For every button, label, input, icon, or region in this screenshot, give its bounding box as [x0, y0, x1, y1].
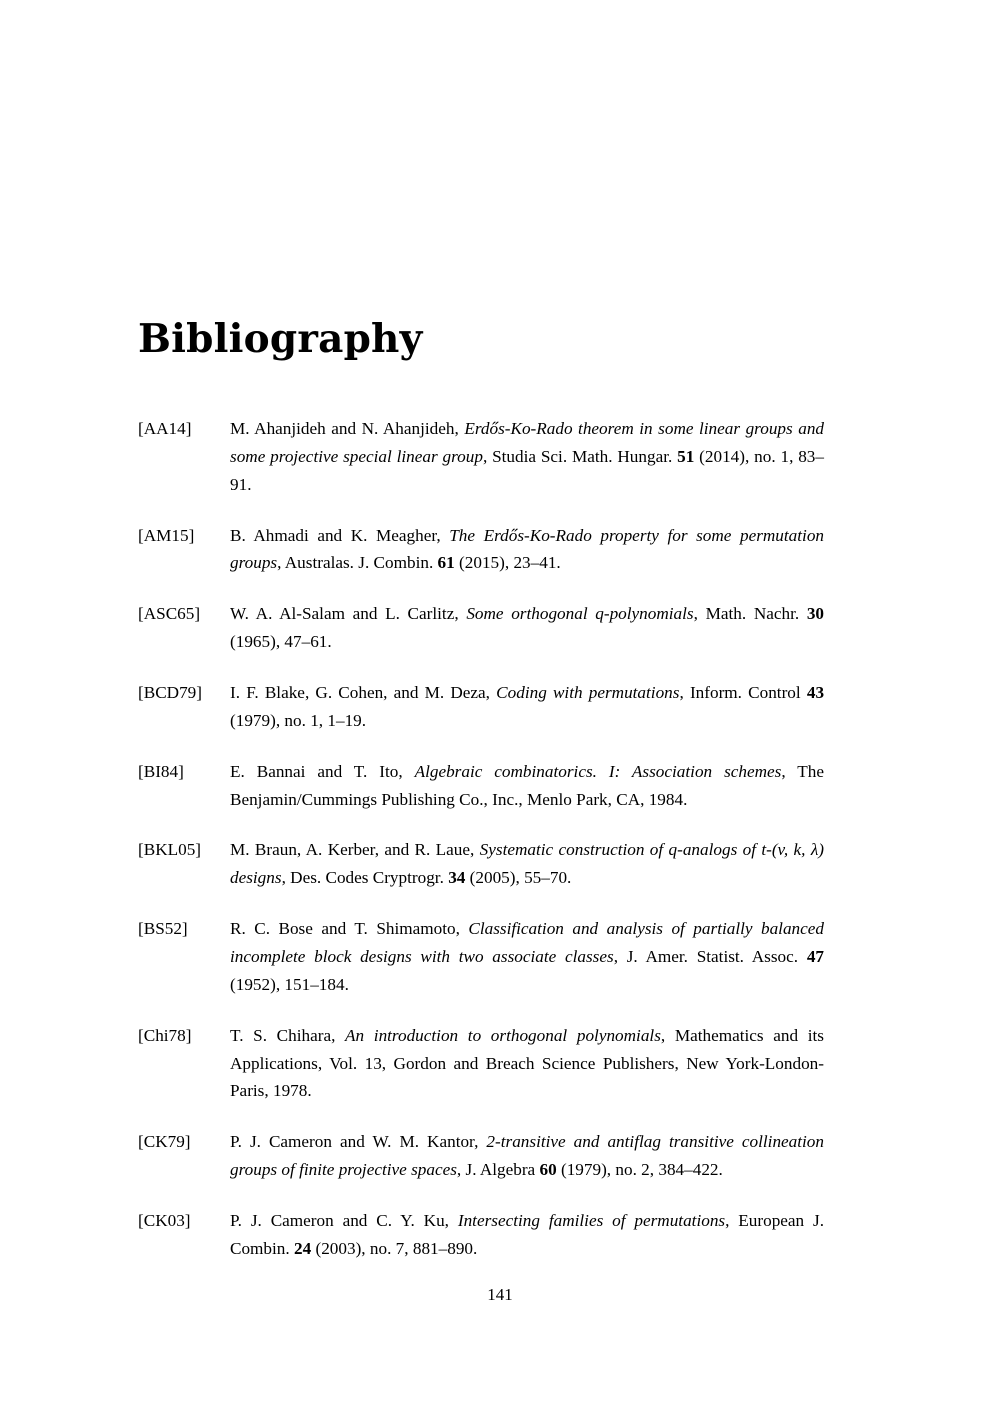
citation-body	[230, 1128, 824, 1184]
bibliography-entry	[138, 522, 824, 578]
citation-volume: 43	[806, 683, 825, 703]
citation-volume: 47	[806, 947, 824, 967]
citation-journal: , European J. Combin.	[230, 1211, 825, 1258]
page-title: Bibliography	[138, 316, 423, 363]
citation-journal: , Studia Sci. Math. Hungar.	[482, 446, 678, 466]
citation-title: Systematic construction of q-analogs of t-(v, k, λ) designs	[230, 840, 824, 888]
citation-rest: (1965), 47–61.	[230, 632, 332, 652]
citation-title: An introduction to orthogonal polynomials	[345, 1025, 661, 1045]
bibliography-entry	[138, 915, 824, 999]
citation-body	[230, 522, 824, 578]
citation-authors: P. J. Cameron and C. Y. Ku,	[230, 1211, 449, 1231]
bibliography-entry	[138, 836, 824, 892]
citation-journal: , Australas. J. Combin.	[277, 553, 438, 573]
citation-title: The Erdős-Ko-Rado property for some permutation groups	[230, 525, 825, 573]
citation-rest: (1952), 151–184.	[230, 974, 349, 994]
citation-key: [BI84]	[138, 761, 184, 781]
citation-body	[230, 415, 824, 499]
citation-authors: E. Bannai and T. Ito,	[230, 761, 403, 781]
citation-key: [AM15]	[138, 525, 195, 545]
citation-key: [Chi78]	[138, 1025, 192, 1045]
citation-body	[230, 836, 824, 892]
citation-authors: B. Ahmadi and K. Meagher,	[230, 525, 441, 545]
citation-rest: (1979), no. 1, 1–19.	[230, 710, 367, 730]
citation-journal: , The Benjamin/Cummings Publishing Co., Inc., Menlo Park, CA, 1984.	[230, 761, 824, 809]
citation-title: Coding with permutations	[496, 683, 680, 703]
citation-rest: (2014), no. 1, 83–91.	[230, 446, 824, 494]
citation-title: Some orthogonal q-polynomials	[466, 604, 694, 624]
citation-journal: , Inform. Control	[679, 683, 807, 703]
citation-volume: 30	[806, 604, 824, 624]
bibliography-entry	[138, 758, 824, 814]
citation-journal: , J. Amer. Statist. Assoc.	[613, 947, 807, 967]
citation-volume: 24	[293, 1238, 312, 1258]
citation-title: Algebraic combinatorics. I: Association schemes	[414, 761, 782, 781]
citation-rest: (2003), no. 7, 881–890.	[311, 1238, 478, 1258]
citation-rest: (2015), 23–41.	[454, 553, 561, 573]
bibliography-entry	[138, 679, 824, 735]
citation-rest: (1979), no. 2, 384–422.	[556, 1160, 723, 1180]
citation-key: [CK79]	[138, 1132, 191, 1152]
citation-body	[230, 1022, 824, 1106]
citation-volume: 61	[437, 553, 455, 573]
citation-key: [BS52]	[138, 919, 188, 939]
citation-authors: P. J. Cameron and W. M. Kantor,	[230, 1132, 479, 1152]
citation-body	[230, 600, 824, 656]
citation-journal: , Math. Nachr.	[693, 604, 807, 624]
citation-title: 2-transitive and antiflag transitive collineation groups of finite projective spaces	[230, 1132, 824, 1180]
citation-authors: I. F. Blake, G. Cohen, and M. Deza,	[230, 683, 490, 703]
citation-authors: T. S. Chihara,	[230, 1025, 336, 1045]
citation-volume: 51	[677, 446, 695, 466]
citation-body	[230, 679, 824, 735]
citation-body	[230, 1207, 824, 1263]
citation-title: Intersecting families of permutations	[457, 1211, 726, 1231]
citation-key: [CK03]	[138, 1211, 191, 1231]
citation-title: Erdős-Ko-Rado theorem in some linear groups and some projective special linear group	[230, 419, 825, 466]
bibliography-entry	[138, 1022, 824, 1106]
page-number: 141	[487, 1285, 513, 1304]
citation-authors: W. A. Al-Salam and L. Carlitz,	[230, 604, 459, 624]
citation-key: [BKL05]	[138, 840, 202, 860]
citation-body	[230, 758, 824, 814]
citation-title: Classification and analysis of partially balanced incomplete block designs with two associate classes	[230, 919, 824, 967]
citation-authors: M. Ahanjideh and N. Ahanjideh,	[230, 419, 459, 438]
bibliography-entry	[138, 600, 824, 656]
citation-key: [AA14]	[138, 419, 192, 438]
citation-key: [BCD79]	[138, 683, 202, 703]
citation-authors: M. Braun, A. Kerber, and R. Laue,	[230, 840, 475, 860]
bibliography-entry	[138, 415, 824, 499]
citation-journal: , J. Algebra	[456, 1160, 540, 1180]
citation-key: [ASC65]	[138, 604, 201, 624]
bibliography-entry	[138, 1128, 824, 1184]
citation-volume: 60	[539, 1160, 557, 1180]
citation-rest: (2005), 55–70.	[465, 868, 572, 888]
bibliography-list	[138, 415, 824, 1286]
citation-body	[230, 915, 824, 999]
citation-journal: , Des. Codes Cryptrogr.	[281, 868, 449, 888]
citation-journal: , Mathematics and its Applications, Vol. 13, Gordon and Breach Science Publishers, New York-London-Paris, 1978.	[230, 1025, 824, 1101]
bibliography-entry	[138, 1207, 824, 1263]
citation-volume: 34	[448, 868, 466, 888]
citation-authors: R. C. Bose and T. Shimamoto,	[230, 919, 460, 939]
